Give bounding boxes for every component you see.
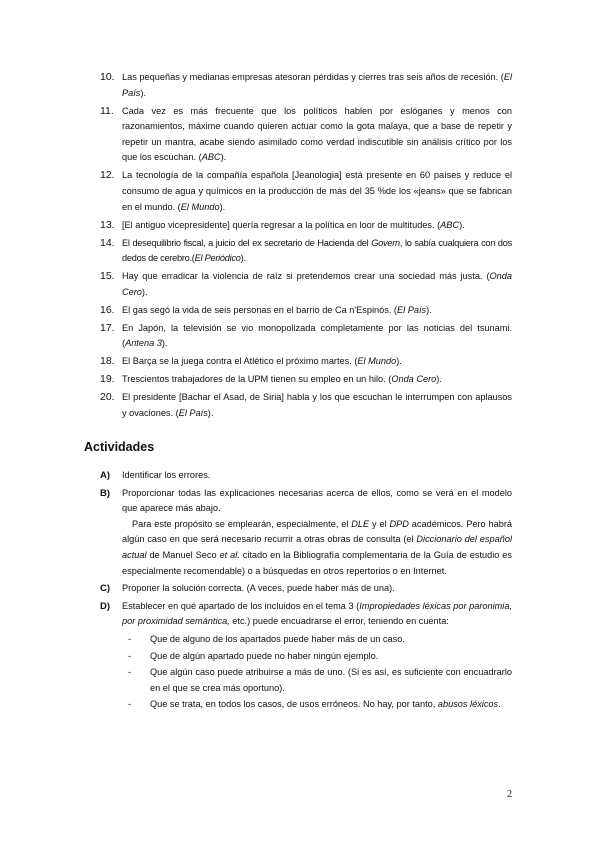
item-number: 13. — [100, 218, 115, 231]
activity-b-paragraph: Para este propósito se emplearán, especialmente, el DLE y el DPD académicos. Pero habrá algún caso en que será necesario recurrir a otras obras de consulta (el Diccionario del español actual de Manuel Seco et al. citado en la Bibliografía complementaria de la Guía de estudio es especialmente recomendable) o a búsquedas en otros repertorios o en Internet. — [122, 518, 512, 576]
list-item — [100, 104, 512, 166]
list-item — [100, 303, 512, 319]
item-text: El gas segó la vida de seis personas en el barrio de Ca n'Espinós. (El País). — [122, 304, 432, 315]
item-number: 15. — [100, 270, 115, 283]
source: Antena 3 — [125, 338, 162, 349]
activity-text: Identificar los errores. — [122, 470, 211, 480]
list-item — [100, 218, 512, 234]
item-text: El Barça se la juega contra el Atlético el próximo martes. (El Mundo). — [122, 356, 402, 367]
dash-item: - Que de algún apartado puede no haber ningún ejemplo. — [128, 650, 379, 661]
list-item — [100, 269, 512, 300]
source: ABC — [440, 219, 460, 230]
activity-letter: C) — [100, 583, 111, 595]
activity-letter: B) — [100, 487, 111, 499]
item-number: 10. — [100, 71, 115, 83]
item-number: 11. — [100, 104, 114, 117]
activity-text: Establecer en qué apartado de los incluidos en el tema 3 (Impropiedades léxicas por paronimia, por proximidad semántica, etc.) puede encuadrarse el error, teniendo en cuenta: — [122, 600, 512, 627]
list-item — [100, 168, 512, 215]
item-text: Hay que erradicar la violencia de raíz si pretendemos crear una sociedad más justa. (Onda Cero). — [122, 271, 512, 297]
examples-list — [100, 70, 512, 424]
list-item — [100, 390, 512, 421]
source: El País — [122, 72, 512, 98]
activities-list — [100, 468, 512, 714]
list-item — [100, 372, 512, 388]
activity-letter: D) — [100, 600, 111, 612]
source: ABC — [201, 152, 221, 163]
source: El Mundo — [180, 201, 220, 212]
activity-text: Proponer la solución correcta. (A veces, puede haber más de una). — [122, 583, 395, 594]
dash-item: - Que se trata, en todos los casos, de usos erróneos. No hay, por tanto, abusos léxicos. — [128, 699, 501, 710]
source: Onda Cero — [122, 271, 512, 297]
source: Onda Cero — [391, 374, 437, 385]
item-text: Las pequeñas y medianas empresas atesoran pérdidas y cierres tras seis años de recesión. (El País). — [122, 72, 512, 98]
activity-a — [100, 468, 512, 484]
item-number: 18. — [100, 355, 115, 368]
activity-d — [100, 599, 512, 630]
dash-item: - Que de alguno de los apartados puede haber más de un caso. — [128, 633, 405, 644]
section-heading: Actividades — [84, 440, 155, 454]
list-item — [100, 236, 512, 267]
list-item — [100, 70, 512, 101]
item-text: Cada vez es más frecuente que los políticos hablen por eslóganes y menos con razonamientos, máxime cuando quieren actuar como la gota malaya, que a base de repetir y repetir un mantra, acabe siendo asimilado como verdad indiscutible sin análisis crítico por los que los escuchan. (ABC). — [122, 105, 512, 163]
item-text: La tecnología de la compañía española [Jeanologia] está presente en 60 países y reduce el consumo de agua y químicos en la producción de más del 35 %de los «jeans» que se fabrican en el mundo. (El Mundo). — [122, 170, 512, 212]
item-text: Trescientos trabajadores de la UPM tienen su empleo en un hilo. (Onda Cero). — [122, 374, 442, 385]
activity-c — [100, 581, 512, 597]
source: El País — [178, 407, 208, 418]
item-number: 14. — [100, 236, 115, 249]
item-number: 19. — [100, 373, 115, 386]
item-number: 16. — [100, 303, 115, 316]
item-number: 20. — [100, 391, 115, 404]
item-text: [El antiguo vicepresidente] quería regresar a la política en loor de multitudes. (ABC). — [122, 219, 465, 230]
source: El Periódico — [194, 253, 241, 264]
list-item — [100, 321, 512, 352]
item-text: El desequilibrio fiscal, a juicio del ex secretario de Hacienda del Govern, lo sabía cualquiera con dos dedos de cerebro.(El Periódico). — [122, 237, 512, 264]
item-text: En Japón, la televisión se vio monopolizada completamente por las noticias del tsunami. (Antena 3). — [122, 322, 512, 349]
page-number: 2 — [507, 789, 512, 800]
item-number: 12. — [100, 169, 115, 182]
dash-item: - Que algún caso puede atribuirse a más de uno. (Si es así, es suficiente con encuadrarlo en el que se crea más oportuno). — [128, 667, 512, 693]
source: El País — [396, 304, 427, 315]
source: El Mundo — [357, 356, 397, 367]
activity-letter: A) — [100, 470, 111, 481]
item-text: El presidente [Bachar el Asad, de Siria] habla y los que escuchan le interrumpen con aplausos y ovaciones. (El País). — [122, 392, 512, 418]
activity-b — [100, 486, 512, 580]
list-item — [100, 354, 512, 370]
activity-text: Proporcionar todas las explicaciones necesarias acerca de ellos, como se verá en el modelo que aparece más abajo. Para este propósito se emplearán, especialmente, el DLE y el DPD académicos. Pero habrá algún caso en que será necesario recurrir a otras obras de consulta (el Diccionario del español actual de Manuel Seco et al. citado en la Bibliografía complementaria de la Guía de estudio es especialmente recomendable) o a búsquedas en otros repertorios o en Internet. — [122, 486, 512, 580]
item-number: 17. — [100, 321, 115, 334]
